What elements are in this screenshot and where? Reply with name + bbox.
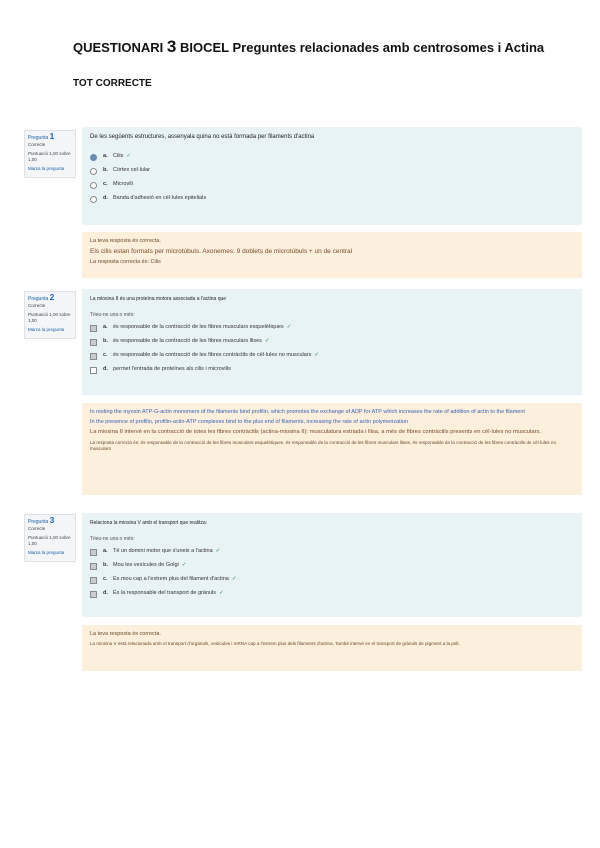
check-icon: ✓ (231, 576, 237, 582)
answer-option[interactable] (90, 195, 574, 203)
answer-text: És la responsable del transport de grànuls (113, 590, 217, 596)
answer-letter: d. (103, 366, 108, 372)
radio-icon[interactable] (90, 182, 97, 189)
feedback-box-3 (82, 625, 582, 671)
answer-option[interactable] (90, 324, 574, 332)
question-mark: Puntuació 1,00 sobre 1,00 (28, 535, 71, 546)
answer-text: Cilis (113, 153, 124, 159)
checkbox-checked-icon[interactable] (90, 549, 97, 556)
answer-letter: b. (103, 167, 108, 173)
answer-prompt: Trieu-ne una o més: (90, 312, 135, 318)
answer-option[interactable] (90, 153, 574, 161)
answer-letter: b. (103, 562, 108, 568)
title-rest: BIOCEL Preguntes relacionades amb centrosomes i Actina (180, 40, 545, 55)
answer-option[interactable] (90, 576, 574, 584)
question-heading (28, 295, 72, 302)
answer-text: Còrtex cel·lular (113, 167, 150, 173)
feedback-box-2 (82, 403, 582, 495)
question-text: La miosina II és una proteïna motora associada a l'actina que (90, 296, 227, 302)
question-number: 2 (49, 293, 55, 302)
checkbox-checked-icon[interactable] (90, 591, 97, 598)
check-icon: ✓ (181, 562, 187, 568)
answer-option[interactable] (90, 548, 574, 556)
radio-icon[interactable] (90, 168, 97, 175)
answer-letter: c. (103, 352, 108, 358)
title-prefix: QUESTIONARI (73, 40, 164, 55)
answer-option[interactable] (90, 562, 574, 570)
flag-question-link[interactable]: Marca la pregunta (28, 327, 65, 332)
question-mark: Puntuació 1,00 sobre 1,00 (28, 151, 71, 162)
answer-letter: d. (103, 195, 108, 201)
answer-letter: d. (103, 590, 108, 596)
feedback-explanation: Els cilis estan formats per microtúbuls. Axonemes: 9 doblets de microtúbuls + un de central (90, 248, 353, 255)
checkbox-checked-icon[interactable] (90, 353, 97, 360)
title-number: 3 (166, 37, 177, 56)
feedback-english-2: In the presence of profilin, profilin-actin-ATP complexes bind to the plus end of filaments, increasing the rate of actin polymerization (90, 419, 409, 425)
answer-text: Té un domini motor que s'uneix a l'actina (113, 548, 213, 554)
answer-letter: b. (103, 338, 108, 344)
question-label: Pregunta (28, 519, 49, 525)
question-status: Correcte (28, 526, 46, 531)
question-text: Relaciona la miosina V amb el transport que realitza: (90, 520, 208, 526)
checkbox-icon[interactable] (90, 367, 97, 374)
flag-question-link[interactable]: Marca la pregunta (28, 166, 65, 171)
feedback-english-1: In resting the myosin ATP-G-actin monomers of the filaments bind profilin, which promotes the exchange of ADP for ATP which increases the rate of addition of actin to the filament (90, 409, 525, 415)
check-icon: ✓ (219, 590, 224, 596)
question-heading (28, 134, 72, 141)
answer-text: Banda d'adhesió en cèl·lules epitelials (113, 195, 207, 201)
answer-text: és responsable de la contracció de les fibres musculars esquelètiques (113, 324, 284, 330)
question-info-1 (24, 130, 76, 178)
feedback-box-1 (82, 232, 582, 278)
feedback-correct-answer: La resposta correcta és: Cilis (90, 259, 161, 265)
question-text: De les següents estructures, assenyala quina no està formada per filaments d'actina (90, 134, 315, 140)
feedback-correct-answer: La resposta correcta és: és responsable de la contracció de les fibres musculars esquelètiques, és responsable de la contracció de les fibres musculars llises, és responsable de la contracció de les fibres contràctils de cèl·lules no musculars (90, 439, 556, 451)
answer-option[interactable] (90, 352, 574, 360)
question-status: Correcte (28, 142, 46, 147)
feedback-result: La teva resposta és correcta. (90, 238, 161, 244)
question-heading (28, 518, 72, 525)
question-box-2 (82, 289, 582, 395)
answer-text: Mou les vesícules de Golgi (113, 562, 179, 568)
document-title (73, 37, 553, 57)
answer-option[interactable] (90, 590, 574, 598)
answer-option[interactable] (90, 181, 574, 189)
question-number: 1 (49, 132, 55, 141)
answer-option[interactable] (90, 338, 574, 346)
answer-text: Microvili (113, 181, 133, 187)
question-box-3 (82, 513, 582, 617)
answer-letter: c. (103, 576, 108, 582)
document-subtitle: TOT CORRECTE (73, 78, 152, 89)
question-info-2 (24, 291, 76, 339)
check-icon: ✓ (314, 352, 320, 358)
question-label: Pregunta (28, 296, 49, 302)
answer-text: és responsable de la contracció de les fibres musculars llises (113, 338, 262, 344)
check-icon: ✓ (215, 548, 221, 554)
feedback-explanation: La miosina V està relacionada amb el transport d'orgànuls, vesícules i mRNA cap a l'extrem plus dels filaments d'actina. També intervé en el transport de grànuls de pigment a la pell. (90, 641, 460, 646)
radio-icon[interactable] (90, 196, 97, 203)
question-box-1 (82, 127, 582, 225)
question-number: 3 (49, 516, 55, 525)
answer-option[interactable] (90, 167, 574, 175)
flag-question-link[interactable]: Marca la pregunta (28, 550, 65, 555)
answer-text: és responsable de la contracció de les fibres contràctils de cèl·lules no musculars (113, 352, 312, 358)
checkbox-checked-icon[interactable] (90, 325, 97, 332)
question-status: Correcte (28, 303, 46, 308)
checkbox-checked-icon[interactable] (90, 563, 97, 570)
check-icon: ✓ (126, 153, 131, 159)
answer-letter: a. (103, 548, 108, 554)
answer-letter: a. (103, 324, 108, 330)
answer-letter: a. (103, 153, 108, 159)
question-label: Pregunta (28, 135, 49, 141)
answer-letter: c. (103, 181, 108, 187)
radio-selected-icon[interactable] (90, 154, 97, 161)
feedback-result: La teva resposta és correcta. (90, 631, 161, 637)
checkbox-checked-icon[interactable] (90, 339, 97, 346)
answer-option[interactable] (90, 366, 574, 374)
answer-text: Es mou cap a l'extrem plus del filament d'actina (113, 576, 229, 582)
check-icon: ✓ (286, 324, 292, 330)
question-mark: Puntuació 1,00 sobre 1,00 (28, 312, 71, 323)
answer-text: permet l'entrada de proteïnes als cilis i microvilis (113, 366, 231, 372)
checkbox-checked-icon[interactable] (90, 577, 97, 584)
question-info-3 (24, 514, 76, 562)
answer-prompt: Trieu-ne una o més: (90, 536, 135, 542)
feedback-explanation: La miosina II intervé en la contracció de totes les fibres contràctils (actina-miosina II): musculatura estriada i llisa, a més de fibres contràctils presents en cèl·lules no musculars. (90, 429, 542, 435)
check-icon: ✓ (264, 338, 270, 344)
